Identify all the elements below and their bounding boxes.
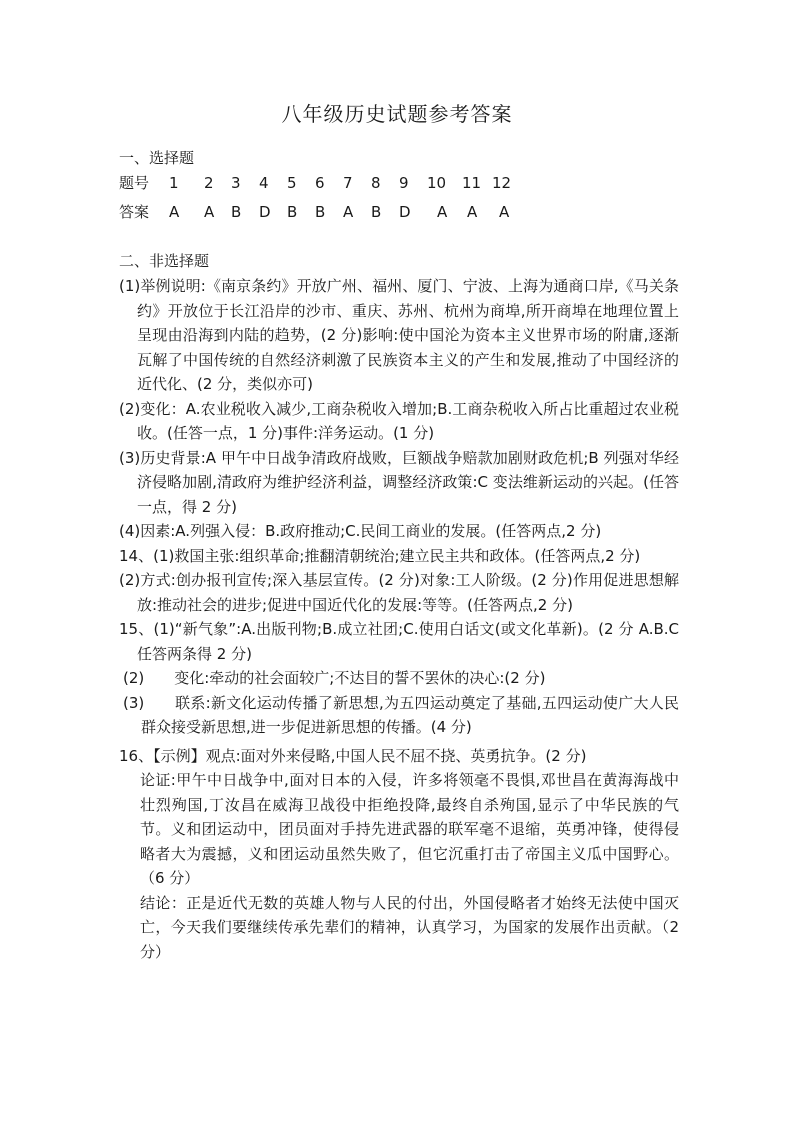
question-number: 11 <box>462 174 482 192</box>
answer-16-view: 16、【示例】观点:面对外来侵略,中国人民不屈不挠、英勇抗争。(2 分) <box>119 746 587 765</box>
answer-13-2: (2)变化：A.农业税收入减少,工商杂税收入增加;B.工商杂税收入所占比重超过农业税收。(任答一点，1 分)事件:洋务运动。(1 分) <box>119 399 679 442</box>
answer-letter: A <box>169 203 180 221</box>
answer-13-4: (4)因素:A.列强入侵：B.政府推动;C.民间工商业的发展。(任答两点,2 分) <box>119 522 602 540</box>
question-number: 10 <box>427 174 447 192</box>
answer-letter: B <box>231 203 242 221</box>
answer-letter: A <box>437 203 448 221</box>
question-number: 1 <box>169 174 179 192</box>
answer-letter: D <box>399 203 411 221</box>
answer-letter: A <box>204 203 215 221</box>
answer-13-1: (1)举例说明:《南京条约》开放广州、福州、厦门、宁波、上海为通商口岸,《马关条约》开放位于长江沿岸的沙市、重庆、苏州、杭州为商埠,所开商埠在地理位置上呈现由沿海到内陆的趋势，(2 分)影响:使中国沦为资本主义世界市场的附庸,逐渐瓦解了中国传统的自然经济刺激了民族资本主义的产生和发展,推动了中国经济的近代化、(2 分，类似亦可) <box>119 277 679 393</box>
answer-letter: B <box>315 203 326 221</box>
question-number-row <box>119 171 679 196</box>
section-non-choice-heading: 二、非选择题 <box>119 252 210 270</box>
answer-content <box>119 146 679 964</box>
question-number: 12 <box>492 174 512 192</box>
page-title: 八年级历史试题参考答案 <box>281 102 513 126</box>
answer-letter: D <box>259 203 271 221</box>
answer-letter: B <box>287 203 298 221</box>
answer-16-conclusion: 结论：正是近代无数的英雄人物与人民的付出，外国侵略者才始终无法使中国灭亡，今天我们要继续传承先辈们的精神，认真学习，为国家的发展作出贡献。（2 分） <box>140 893 679 961</box>
question-number: 5 <box>287 174 297 192</box>
answer-13-3: (3)历史背景:A 甲午中日战争清政府战败，巨额战争赔款加剧财政危机;B 列强对华经济侵略加剧,清政府为维护经济利益，调整经济政策:C 变法维新运动的兴起。(任答一点，得 2 分) <box>119 448 679 516</box>
answer-letter: A <box>467 203 478 221</box>
question-number: 8 <box>371 174 381 192</box>
answer-14-2: (2)方式:创办报刊宣传;深入基层宣传。(2 分)对象:工人阶级。(2 分)作用促进思想解放:推动社会的进步;促进中国近代化的发展:等等。(任答两点,2 分) <box>119 571 679 614</box>
answer-letter: A <box>499 203 510 221</box>
question-number: 4 <box>259 174 269 192</box>
answer-16-argument: 论证:甲午中日战争中,面对日本的入侵，许多将领毫不畏惧,邓世昌在黄海海战中壮烈殉国,丁汝昌在威海卫战役中拒绝投降,最终自杀殉国,显示了中华民族的气节。义和团运动中，团员面对手持先进武器的联军毫不退缩，英勇冲锋，使得侵略者大为震撼，义和团运动虽然失败了，但它沉重打击了帝国主义瓜中国野心。（6 分） <box>140 771 679 887</box>
section-multiple-choice-heading: 一、选择题 <box>119 149 195 167</box>
question-number: 2 <box>204 174 214 192</box>
question-number: 9 <box>399 174 409 192</box>
row-label: 答案 <box>119 203 150 221</box>
question-number: 6 <box>315 174 325 192</box>
question-number: 3 <box>231 174 241 192</box>
answer-letter: A <box>343 203 354 221</box>
row-label: 题号 <box>119 174 150 192</box>
answer-15-1: 15、(1)“新气象”:A.出版刊物;B.成立社团;C.使用白话文(或文化革新)。(2 分 A.B.C 任答两条得 2 分) <box>119 620 679 663</box>
question-number: 7 <box>343 174 353 192</box>
answer-15-2: (2) 变化:牵动的社会面较广;不达目的誓不罢休的决心:(2 分) <box>123 669 546 687</box>
answer-letter: B <box>371 203 382 221</box>
answer-15-3: (3) 联系:新文化运动传播了新思想,为五四运动奠定了基础,五四运动使广大人民群众接受新思想,进一步促进新思想的传播。(4 分) <box>123 693 679 736</box>
answer-row <box>119 200 679 225</box>
answer-14-1: 14、(1)救国主张:组织革命;推翻清朝统治;建立民主共和政体。(任答两点,2 分) <box>119 546 641 565</box>
